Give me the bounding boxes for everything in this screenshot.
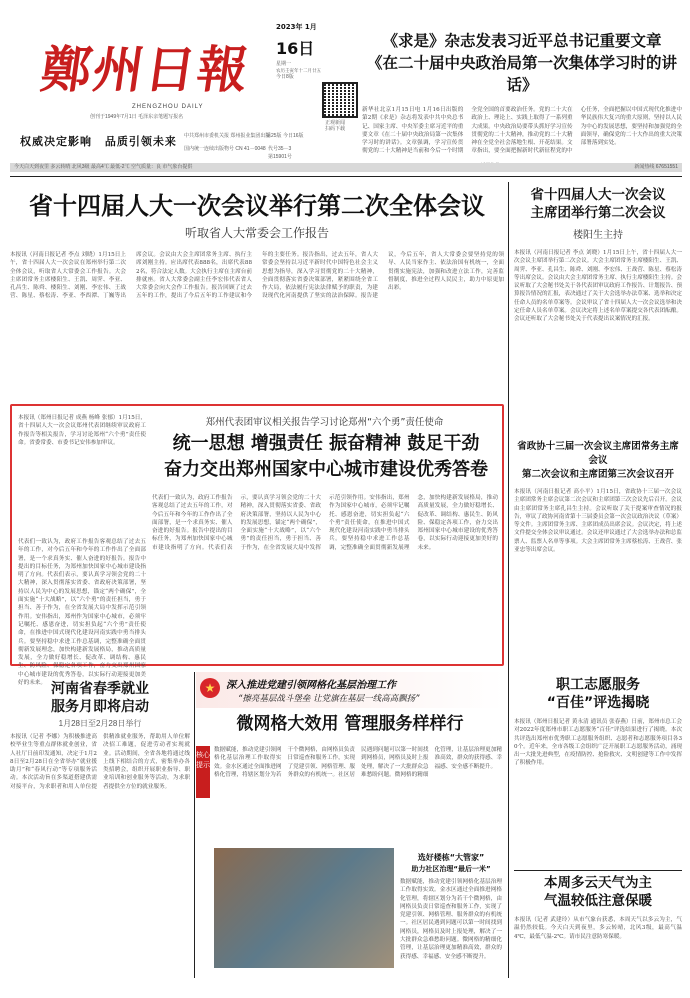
motto-a: 权威决定影响 (20, 135, 92, 148)
motto-b: 品质引领未来 (104, 135, 177, 148)
masthead-publisher: 中共郑州市委机关报 郑州报业集团出版 (184, 133, 271, 139)
masthead-issue-info: 第25版 今日16版 (266, 133, 304, 139)
lead-top-article (362, 30, 682, 162)
center-bottom-tag (196, 746, 210, 798)
center-bottom-quote: 选好楼栋“大管家” (417, 853, 485, 862)
vrule (508, 182, 509, 978)
left-bottom-article (10, 680, 190, 980)
right-top-subtitle: 楼阳生主持 (573, 230, 623, 241)
vrule-2 (194, 672, 195, 978)
masthead-cn: 国内统一连续出版物号 CN 41－0048 (184, 146, 266, 152)
qr-label-a: 正观新闻 (325, 120, 346, 126)
right-mid-body: 本报讯（河南日报记者 高小平）1月15日，省政协十三届一次会议主席团常务主席会议第二次会议和主席团第三次会议先后召开。会议由主席团常务主席孔昌生主持。会议听取了关于提案审查情况的报告，审议了政协河南省第十三届委员会第一次会议政治决议（草案）等文件。主席团常务主席、主席团成员出席会议。会议决定，将上述文件提交全体会议审议通过。会议还审议通过了大会选举办法和总监票人、监票人名单等事项。大会主席团常务主席蔡松涛、王战营、张亚忠等出席会议。 (514, 489, 682, 554)
hotline: 新闻热线 67651551 (634, 164, 678, 170)
weather-text: 今天白天到夜里 多云转晴 北风3级 最高4℃ 最低-2℃ 空气质量：良 市气象台提供 (14, 164, 193, 170)
right-top-article (514, 186, 682, 436)
lead-top-title-b: 《在二十届中央政治局第一次集体学习时的讲话》 (366, 54, 677, 94)
center-bottom-photo (214, 848, 394, 968)
feature-title-b: 奋力交出郑州国家中心城市建设优秀答卷 (164, 459, 488, 480)
main-headline-body: 本报讯（河南日报记者 李点 刘晓）1月15日上午，省十四届人大一次会议在郑州举行第二次全体会议，听取省人大常委会工作报告。大会主席团常务主席楼阳生、王凯、周霁、李亚、孔昌生、陈舜、楼阳生、刘刚、李宏伟、王战营、陈星、蔡松涛、李亚、李酉潭、丁巍等出席会议。会议由大会主席团常务主席、执行主席刘刚主持。应出席代表888名，出席代表882名，符合法定人数。大会执行主席在主席台前排就座。省人大常委会副主任李宏伟代表省人大常委会向大会作工作报告。报告回顾了过去五年的工作，提出了今后五年的工作建议和今年的主要任务。报告指出，过去五年，省人大常委会坚持以习近平新时代中国特色社会主义思想为指导，深入学习贯彻党的二十大精神，全面贯彻落实省委决策部署，紧紧围绕全省工作大局，依法履行宪法法律赋予的职责，为建设现代化河南提供了坚实的法治保障。报告建议，今后五年，省人大常委会要坚持党的领导、人民当家作主、依法治国有机统一，全面贯彻实施宪法，加强和改进立法工作，完善监督制度，推进全过程人民民主，助力中原更加出彩。 (10, 252, 504, 300)
right-bottom-2-body: 本报讯（记者 武建玲）从市气象台获悉，本周天气以多云为主，气温仍然较低。今天白天到夜里，多云转晴，北风3级，最高气温4℃，最低气温-2℃。请市民注意防寒保暖。 (514, 917, 682, 940)
right-bottom-1-title-b: “百佳”评选揭晓 (546, 695, 650, 711)
date-day: 16日 (276, 39, 315, 58)
masthead-pinyin: ZHENGZHOU DAILY (132, 104, 204, 110)
qr-code[interactable] (322, 82, 358, 118)
date-lunar-a: 农历壬寅年十二月廿五 (276, 68, 321, 73)
right-bottom-1-title-a: 职工志愿服务 (556, 677, 640, 693)
center-bottom-title: 微网格大效用 管理服务样样行 (236, 714, 464, 734)
banner-title-b: “擦亮基层战斗堡垒 让党旗在基层一线高高飘扬” (238, 694, 420, 704)
right-mid-title-b: 第二次会议和主席团第三次会议召开 (521, 469, 674, 480)
feature-body-left (18, 538, 146, 687)
masthead-logo: 鄭州日報 (37, 40, 254, 99)
banner (196, 672, 504, 708)
feature-kicker: 郑州代表团审议相关报告学习讨论郑州“六个勇”责任使命 (205, 417, 444, 428)
center-bottom-article (196, 712, 504, 982)
date-year: 2023年 1月 (276, 23, 317, 31)
feature-lead: 本报讯（郑州日报记者 成燕 杨峰 张郁）1月15日，省十四届人大一次会议郑州代表团继续审议政府工作报告等相关报告，学习讨论郑州“六个勇”责任使命。省委常委、市委书记安伟参加审议。 (18, 415, 146, 446)
left-bottom-body: 本报讯（记者 李娜）为积极推进高校毕业生等重点群体就业创业，省人社厅日前印发通知，决定于1月28日至2月28日在全省举办“就业援助月”和“春风行动”等专项服务活动。本次活动旨在多渠道搭建供需对接平台，为求职者和用人单位提供精准就业服务，帮助用人单位解决招工难题，促进劳动者实现就业。活动期间，全省各地将通过线上线下相结合的方式，密集举办各类招聘会，组织开展职业指导、职业培训和创业服务等活动，为求职者提供全方位的就业服务。 (10, 734, 190, 790)
banner-title-a: 深入推进党建引领网格化基层治理工作 (226, 680, 396, 691)
right-top-title-b: 主席团举行第二次会议 (530, 205, 666, 221)
feature-body: 代表们一致认为，政府工作报告客观总结了过去五年的工作，对今后五年和今年的工作作出了全面部署，是一个求真务实、催人奋进的好报告。报告中提出的目标任务，为郑州加快国家中心城市建设指明了方向。代表们表示，要认真学习领会党的二十大精神，深入贯彻落实省委、省政府决策部署，坚持以人民为中心的发展思想，锚定“两个确保”，全面实施“十大战略”，以“六个勇”的责任担当，勇于担当、善于作为，在全省发展大局中发挥示范引领作用。安伟指出，郑州作为国家中心城市，必须牢记嘱托、感恩奋进，切实担负起“六个勇”责任使命，在推进中国式现代化建设河南实践中勇当排头兵。要坚持稳中求进工作总基调，完整准确全面贯彻新发展理念，加快构建新发展格局，推动高质量发展，全力做好稳增长、促改革、调结构、惠民生、防风险、保稳定各项工作，奋力交出郑州国家中心城市建设的优秀答卷，以实际行动迎接更加美好的未来。 (152, 495, 498, 551)
date-lunar-b: 今日8版 (276, 74, 294, 80)
motto (20, 133, 177, 149)
lead-top-body: 新华社北京1月15日电 1月16日出版的第2期《求是》杂志将发表中共中央总书记、国家主席、中央军委主席习近平的重要文章《在二十届中央政治局第一次集体学习时的讲话》。文章强调，学习宣传贯彻党的二十大精神是当前和今后一个时期全党全国的首要政治任务。党的二十大在政治上、理论上、实践上取得了一系列重大成果。中央政治局要带头抓好学习宣传贯彻党的二十大精神，推动党的二十大精神在全党全社会落地生根、开花结果。文章指出，要全面把握新时代新征程党的中心任务，全面把握以中国式现代化推进中华民族伟大复兴的重大原则，坚持以人民为中心的发展思想，要坚持和加强党的全面领导，确保党的二十大作出的重大决策部署落到实处。 (362, 107, 682, 155)
party-emblem-icon: ★ (200, 678, 220, 698)
right-bottom-2-title-a: 本周多云天气为主 (544, 875, 652, 891)
divider-right (514, 870, 682, 871)
center-bottom-body: 数据赋能，推动党建引领网格化基层治理工作取得实效。金水区通过全面推进网格化管理，将辖区划分为若干个微网格，由网格员负责日常巡查和服务工作，实现了党建引领、网格管理、服务群众的有机统一。社区居民遇到问题可以第一时间找到网格员，网格员及时上报处理，解决了一大批群众急难愁盼问题。微网格的精细化管理，让基层治理更加精准高效，群众的获得感、幸福感、安全感不断提升。 (214, 747, 502, 778)
date-box (276, 22, 322, 102)
right-top-title-a: 省十四届人大一次会议 (530, 187, 666, 203)
right-top-body: 本报讯（河南日报记者 李点 刘晓）1月15日上午，省十四届人大一次会议主席团举行第二次会议。大会主席团常务主席楼阳生、王凯、周霁、李亚、孔昌生、陈舜、刘刚、李宏伟、王战营、陈星、蔡松涛等出席会议。会议由大会主席团常务主席、执行主席楼阳生主持。会议听取了大会秘书处关于各代表团审议政府工作报告、计划报告、预算报告情况的汇报，表决通过了关于大会选举办法草案、选举和决定任命人员的名单草案等。会议审议了省十四届人大一次会议选举和决定任命人员名单草案。会议决定将上述名单草案提交各代表团酝酿。会议还听取了大会秘书处关于代表提出议案情况的汇报。 (514, 250, 682, 323)
center-bottom-tag-text: 核心提示 (196, 751, 210, 769)
date-weekday: 星期一 (276, 61, 292, 67)
main-headline-title: 省十四届人大一次会议举行第二次全体会议 (29, 192, 485, 220)
masthead-founded: 创刊于1949年7月1日 毛泽东亲笔题写报名 (90, 114, 184, 120)
divider (10, 176, 682, 177)
center-bottom-body-2-text: 数据赋能，推动党建引领网格化基层治理工作取得实效。金水区通过全面推进网格化管理，将辖区划分为若干个微网格，由网格员负责日常巡查和服务工作，实现了党建引领、网格管理、服务群众的有机统一。社区居民遇到问题可以第一时间找到网格员，网格员及时上报处理，解决了一大批群众急难愁盼问题。微网格的精细化管理，让基层治理更加精准高效，群众的获得感、幸福感、安全感不断提升。 (400, 879, 502, 960)
left-bottom-subtitle: 1月28日至2月28日举行 (58, 719, 142, 728)
qr-label-b: 扫码下载 (325, 126, 346, 132)
masthead-code: 代号35－3 (268, 146, 292, 152)
masthead-issue-no: 第15901号 (268, 154, 292, 160)
left-bottom-title-a: 河南省春季就业 (51, 681, 149, 697)
lead-top-title-a: 《求是》杂志发表习近平总书记重要文章 (382, 32, 662, 50)
right-bottom-1-article (514, 676, 682, 866)
center-bottom-quote-b: 助力社区治理“最后一米” (411, 865, 491, 873)
right-bottom-2-article (514, 874, 682, 984)
main-headline-article (10, 182, 504, 404)
right-bottom-2-title-b: 气温较低注意保暖 (544, 893, 652, 909)
center-bottom-body-2 (400, 878, 502, 970)
right-bottom-1-body: 本报讯（郑州日报记者 黄永清 通讯员 张春燕）日前，郑州市总工会对2022年度郑州市职工志愿服务“百佳”评选结果进行了揭晓。本次共评选出郑州市优秀职工志愿服务组织、志愿者和志愿服务项目各30个。近年来，全市各级工会组织广泛开展职工志愿服务活动，涌现出一大批先进典型，在疫情防控、抢险救灾、文明创建等工作中发挥了积极作用。 (514, 719, 682, 767)
feature-title-a: 统一思想 增强责任 振奋精神 鼓足干劲 (172, 433, 480, 454)
left-bottom-title-b: 服务月即将启动 (51, 699, 149, 715)
main-headline-subtitle: 听取省人大常委会工作报告 (184, 226, 329, 240)
right-mid-title-a: 省政协十三届一次会议主席团常务主席会议 (517, 441, 679, 466)
feature-body-left-text: 代表们一致认为，政府工作报告客观总结了过去五年的工作，对今后五年和今年的工作作出了全面部署，是一个求真务实、催人奋进的好报告。报告中提出的目标任务，为郑州加快国家中心城市建设指明了方向。代表们表示，要认真学习领会党的二十大精神，深入贯彻落实省委、省政府决策部署，坚持以人民为中心的发展思想，锚定“两个确保”，全面实施“十大战略”，以“六个勇”的责任担当，勇于担当、善于作为，在全省发展大局中发挥示范引领作用。安伟指出，郑州作为国家中心城市，必须牢记嘱托、感恩奋进，切实担负起“六个勇”责任使命，在推进中国式现代化建设河南实践中勇当排头兵。要坚持稳中求进工作总基调，完整准确全面贯彻新发展理念，加快构建新发展格局，推动高质量发展，全力做好稳增长、促改革、调结构、惠民生、防风险、保稳定各项工作，奋力交出郑州国家中心城市建设的优秀答卷，以实际行动迎接更加美好的未来。 (18, 539, 146, 687)
right-mid-article (514, 440, 682, 670)
